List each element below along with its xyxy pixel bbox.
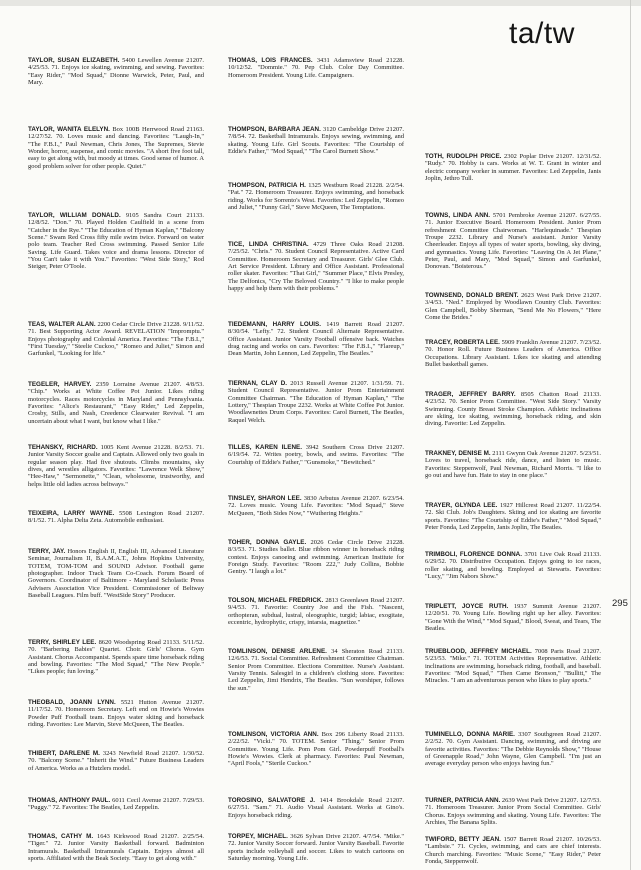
student-entry — [425, 502, 601, 531]
student-name: TAYLOR, WANITA ELELYN. — [28, 126, 110, 133]
student-entry — [228, 597, 404, 626]
student-name: TERRY, SHIRLEY LEE. — [28, 639, 97, 646]
margin-rule — [630, 0, 631, 870]
student-name: THOMPSON, PATRICIA H. — [228, 182, 306, 189]
student-entry — [28, 639, 204, 676]
student-name: THEOBALD, JOANN LYNN. — [28, 699, 116, 706]
student-details: 4729 Three Oaks Road 21208. 7/25/52. "Chris." 70. Student Council Representative. Active Card Committee. Homeroom Secretary and Treasurer. Girls' Glee Club. Art Service President. Library and Office Assistant. Professional roller skater. Favorites: "That Girl," "Summer Place," Elvis Presley, The Delfonics, "Cry The Beloved Country." "I like to make people happy and help them with their problems." — [228, 241, 405, 293]
student-entry — [425, 450, 601, 479]
student-details: 1419 Barrett Road 21207. 8/30/54. "Lefty." 72. Student Council Alternate Representative. Office Assistant. Junior Varsity Football offensive back. Watches drag racing and works on cars. Favorites: "The F.B.I.," "Flareup," Dean Martin, John Lennon, Led Zeppelin, The Beatles." — [228, 321, 405, 358]
student-details: 5909 Franklin Avenue 21207. 7/23/52. 70. Honor Roll. Future Business Leaders of America. Office Occupations. Library Assistant. Likes ice skating and attending Bullet basketball games. — [425, 339, 601, 369]
student-name: TIEDEMANN, HARRY LOUIS. — [228, 321, 321, 328]
page-number: 295 — [612, 598, 628, 609]
student-details: 3307 Southgreen Road 21207. 2/2/52. 70. Gym Assistant. Dancing, swimming, and driving are favorite activities. Favorites: "The Debbie Reynolds Show," "House of Greenapple Road," John Wayne, Glen Campbell. "I'm just an average everyday person who enjoys having fun." — [425, 731, 601, 768]
student-details: 8505 Chatton Road 21133. 4/23/52. 70. Senior Prom Committee. "West Side Story." Varsity Swimming. County Breast Stroke Champion. Athletic inclinations are skiing, ice skating, swimming, horseback riding, and skin diving. Favorite: Led Zeppelin. — [425, 391, 601, 428]
student-details: 2813 Greenlawn Road 21207. 9/4/53. 71. Favorite: Country Joe and the Fish. "Nascent, orthopteran, subdual, lustral, oleographic, turgid; labiac, exogitate, eccentric, hydrophytic, crispy, intarsia, magnetize." — [228, 597, 405, 627]
student-details: 2026 Cedar Circle Drive 21228. 8/3/53. 71. Studies ballet. Blue ribbon winner in horseback riding contest. Enjoys canoeing and swimming. American Institute for Foreign Study. Favorites: "Room 222," Judy Collins, Bobbie Gentry. "I laugh a lot." — [228, 539, 405, 576]
student-details: 3120 Cambeldge Drive 21207. 7/8/54. 72. Basketball Intramurals. Enjoys sewing, swimming, and skating. Young Life. Girl Scouts. Favorites: "The Courtship of Eddie's Father," "Mod Squad," "The Carol Burnett Show." — [228, 126, 405, 156]
student-name: TINSLEY, SHARON LEE. — [228, 495, 302, 502]
student-name: TEAS, WALTER ALAN. — [28, 321, 96, 328]
student-entry — [28, 548, 204, 599]
student-details: 3942 Southern Cross Drive 21207. 6/19/54. 72. Writes poetry, bowls, and swims. Favorites: "The Courtship of Eddie's Father," "Gunsmoke," "Bewitched." — [228, 444, 405, 466]
student-details: 2013 Russell Avenue 21207. 1/31/59. 71. Student Council Representative. Junior Prom Entertainment Committee Chairman. "The Education of Hyman Kaplan," "The Lottery," Thespian Troupe 2232. Works at White Coffee Pot Junior. Woodlawnettes Drum Corps. Favorites: Carol Burnett, The Beatles, Raquel Welch. — [228, 380, 404, 424]
student-name: TRAYER, GLYNDA LEE. — [425, 502, 498, 509]
student-details: 3701 Live Oak Road 21133. 6/29/52. 70. Distributive Occupation. Enjoys going to ice races, roller skating, and bowling. Employed at Stewarts. Favorites: "Lucy," "Jim Nabors Show." — [425, 551, 601, 581]
student-name: TOWNS, LINDA ANN. — [425, 212, 491, 219]
student-entry — [425, 339, 601, 368]
student-details: 2200 Cedar Circle Drive 21228. 9/11/52. 71. Best Supporting Actor Award. REVELATION "Impromptu." Enjoys photography and Colonial America. Favorites: "The F.B.I.," "First Tuesday," "Steelie Cuckoo," "Romeo and Juliet," Simon and Garfunkel, "Looking for life." — [28, 321, 204, 358]
student-details: 6011 Cecil Avenue 21207. 7/29/53. "Puggy." 72. Favorites: The Beatles, Led Zeppelin. — [28, 797, 205, 812]
student-entry — [425, 153, 601, 182]
student-entry — [228, 797, 404, 819]
student-entry — [28, 510, 204, 525]
student-entry — [425, 212, 601, 271]
student-details: 2639 West Park Drive 21207. 12/7/53. 71. Homeroom Treasurer. Junior Prom Social Committee. Girls' Chorus. Enjoys swimming and skating. Young Life. Favorites: The Archies, The Banana Splits. — [425, 797, 601, 827]
student-name: TRAGER, JEFFREY BARRY. — [425, 391, 516, 398]
student-name: TRAKNEY, DENISE M. — [425, 450, 491, 457]
student-name: TRIPLETT, JOYCE RUTH. — [425, 603, 509, 610]
student-entry — [28, 381, 204, 425]
student-name: TEHANSKY, RICHARD. — [28, 444, 98, 451]
student-details: Honors English II, English III, Advanced Literature Seminar, Journalism II, B.A.M.A.T., Johns Hopkins University, TOTEM, TOM-TOM and SOUND Advisor. Football game photographer. Indoor Track Team Co-Coach. Forum Board of Governors. Coordinator of Baltimore - Maryland Scholastic Press Advisers Association Vice President. Commissioner of Beltway Baseball Leagues. Film buff. "WestSide Story" Producer. — [28, 548, 204, 600]
student-details: 34 Sheraton Road 21133. 12/6/53. 71. Social Committee. Refreshment Committee Chairman. Senior Prom Committee. Elections Committee. Nurse's Assistant. Varsity Tennis. Salesgirl in a children's clothing store. Favorites: Led Zeppelin, Jimi Hendrix, The Beatles. "Sun worshiper, follows the sun." — [228, 648, 405, 692]
student-name: TOMLINSON, VICTORIA ANN. — [228, 731, 319, 738]
student-details: 8620 Woodspring Road 21133. 5/11/52. 70. "Barbering Babies" Quartet. Choir. Girls' Chorus. Gym Assistant. Chorus Accompanist. Spends spare time horseback riding and bowling. Favorites: "The Mod Squad," "The New People." "Likes people; fun loving." — [28, 639, 204, 676]
student-entry — [28, 321, 204, 358]
student-details: 3431 Adamsview Road 21228. 10/12/52. "Dommie." 70. Pep Club. Color Day Committee. Homeroom President. Young Life. Campaigners. — [228, 57, 405, 79]
student-details: 5508 Lexington Road 21207. 8/1/52. 71. Alpha Delta Zeta. Automobile enthusiast. — [28, 510, 204, 525]
student-entry — [228, 444, 404, 466]
student-entry — [425, 836, 601, 865]
student-details: 1643 Kirkwood Road 21207. 2/25/54. "Tiger." 72. Junior Varsity Basketball forward. Badminton Intramurals. Basketball Intramurals Captain. Enjoys almost all sports. Affiliated with the Beak Society. "Easy to get along with." — [28, 833, 204, 863]
student-name: THOMAS, CATHY M. — [28, 833, 94, 840]
student-entry — [228, 648, 404, 692]
student-name: TORPEY, MICHAEL. — [228, 833, 288, 840]
student-details: 1507 Barrett Road 21207. 10/26/53. "Lambsie." 71. Cycles, swimming, and cars are chief interests. Church marching. Favorites: "Music Scene," "Easy Rider," Peter Fonda, Steppenwolf. — [425, 836, 602, 866]
student-name: TOROSINO, SALVATORE J. — [228, 797, 316, 804]
student-details: 5400 Lewellen Avenue 21207. 4/25/53. 71. Enjoys ice skating, swimming, and sewing. Favorites: "Easy Rider," "Mod Squad," Dionne Warwick, Peter, Paul, and Mary. — [28, 57, 204, 87]
student-details: 5521 Hutton Avenue 21207. 11/17/52. 70. Homeroom Secretary. Left end on Howie's Wowies Powder Puff Football team. Enjoys water skiing and horseback riding. Favorites: Lee Marvin, Steve McQueen, The Beatles. — [28, 699, 204, 729]
student-details: 1414 Brookdale Road 21207. 6/27/51. "Sam." 71. Audio Visual Assistant. Works at Gino's. Enjoys horseback riding. — [228, 797, 405, 819]
student-details: 3626 Sylvan Drive 21207. 4/7/54. "Mike." 72. Junior Varsity Soccer forward. Junior Varsity Baseball. Favorite sports include volleyball and soccer. Likes to watch cartoons on Saturday morning. Young Life. — [228, 833, 404, 863]
student-entry — [28, 57, 204, 86]
student-name: TILLES, KAREN ILENE. — [228, 444, 302, 451]
student-details: 1325 Westburn Road 21228. 2/2/54. "Pat." 72. Homeroom Treasurer. Enjoys swimming, and horseback riding. Works for Sorrento's West. Favorites: Led Zeppelin, "Romeo and Juliet," "Funny Girl," Steve McQueen, The Temptations. — [228, 182, 405, 212]
student-name: TOHER, DONNA GAYLE. — [228, 539, 307, 546]
student-entry — [228, 241, 404, 292]
student-name: TOWNSEND, DONALD BRENT. — [425, 292, 519, 299]
student-entry — [228, 539, 404, 576]
student-details: 2302 Poplar Drive 21207. 12/31/52. "Rudy." 70. Hobby is cars. Works at W. T. Grant in winter and electric company worker in summer. Favorites: Led Zeppelin, Janis Joplin, Jethro Tull. — [425, 153, 601, 183]
student-details: Box 100B Herrwood Road 21163. 12/27/52. 70. Loves music and dancing. Favorites: "Laugh-In," "The F.B.I.," Paul Newman, Chris Jones, The Supremes, Stevie Wonder, horror, suspense, and comic movies. "A short five foot tall, easy to get along with, but moody at times. Good sense of humor. A good problem solver for other people. Quiet." — [28, 126, 205, 170]
student-entry — [28, 699, 204, 728]
student-name: THIBERT, DARLENE M. — [28, 750, 100, 757]
student-entry — [425, 648, 601, 685]
student-entry — [28, 833, 204, 862]
student-details: Box 296 Liberty Road 21133. 2/22/52. "Vicki." 70. TOTEM. Senior "Thing." Senior Prom Committee. Young Life. Pom Pom Girl. Powderpuff Football's Howie's Wowies. Clerk at pharmacy. Favorites: Paul Newman, "April Fools," "Sterile Cuckoo." — [228, 731, 405, 768]
student-name: TERRY, JAY. — [28, 548, 66, 555]
student-entry — [228, 182, 404, 211]
student-name: TAYLOR, WILLIAM DONALD. — [28, 212, 121, 219]
student-entry — [425, 551, 601, 580]
student-name: TWIFORD, BETTY JEAN. — [425, 836, 501, 843]
student-entry — [228, 126, 404, 155]
student-details: 2359 Lorraine Avenue 21207. 4/8/53. "Chip." Works at White Coffee Pot Junior. Likes riding motorcycles. Races motorcycles in Maryland and Pennsylvania. Favorites: "Alice's Restaurant," "Easy Rider," Led Zeppelin, Crosby, Stills, and Nash, Creedence Clearwater Revival. "I am uncertain about what I want, but know what I like." — [28, 381, 204, 425]
top-page-edge — [0, 0, 641, 6]
student-entry — [425, 391, 601, 428]
student-details: 1005 Kent Avenue 21228. 8/2/53. 71. Junior Varsity Soccer goalie and Captain. Allowed only two goals in regular season play. Had five shutouts. Climbs mountains, sky dives, and wrestles alligators. Favorites: "Lawrence Welk Show," "Hee-Haw," "Sermonette," "Clean, wholesome, trustworthy, and helps little old ladies across beltways." — [28, 444, 204, 488]
student-name: TICE, LINDA CHRISTINA. — [228, 241, 309, 248]
student-name: THOMPSON, BARBARA JEAN. — [228, 126, 321, 133]
student-details: 2111 Gwynn Oak Avenue 21207. 5/23/51. Loves to travel, horseback ride, dance, and listen to music. Favorites: Steppenwolf, Paul Newman, Richard Morris. "I like to go out and have fun. Hate to stay in one place." — [425, 450, 601, 480]
student-entry — [228, 57, 404, 79]
student-entry — [425, 797, 601, 826]
student-details: 3830 Arbutus Avenue 21207. 6/23/54. 72. Loves music. Young Life. Favorites: "Mod Squad," Steve McQueen, "Both Sides Now," "Wuthering Heights." — [228, 495, 404, 517]
student-details: 7008 Paris Road 21207. 5/23/53. "Mike." 71. TOTEM Activities Representative. Athletic inclinations are swimming, horseback riding, football, and baseball. Favorites: "Mod Squad," "Then Came Bronson," "Bullitt," The Miracles. "I am an adventurous person who likes to play sports." — [425, 648, 601, 685]
student-details: 9105 Sandra Court 21133. 12/8/52. "Don." 70. Played Holden Caulfield in a scene from "Catcher in the Rye." "The Education of Hyman Kaplan," "Balcony Scene." Swam Red Cross fifty mile swim twice. Forward on water polo team. Teacher Red Cross swimming. Passed Senior Life Saving. Life Guard. Takes voice and drama lessons. Director of "You Can't take it with You." Favorites: "West Side Story," Rod Steiger, Peter O'Toole. — [28, 212, 205, 271]
student-name: TIERNAN, CLAY D. — [228, 380, 288, 387]
student-name: TEIXEIRA, LARRY WAYNE. — [28, 510, 115, 517]
student-name: TUMINELLO, DONNA MARIE. — [425, 731, 515, 738]
student-entry — [228, 495, 404, 517]
student-name: TAYLOR, SUSAN ELIZABETH. — [28, 57, 120, 64]
student-name: THOMAS, ANTHONY PAUL. — [28, 797, 111, 804]
student-entry — [28, 797, 204, 812]
student-name: THOMAS, LOIS FRANCES. — [228, 57, 313, 64]
student-details: 3243 Newfield Road 21207. 1/30/52. 70. "Balcony Scene." "Inherit the Wind." Future Business Leaders of America. Works as a Hutzlers model. — [28, 750, 204, 772]
student-name: TURNER, PATRICIA ANN. — [425, 797, 501, 804]
alphabet-range-header: ta/tw — [509, 17, 575, 50]
student-entry — [228, 380, 404, 424]
student-details: 1927 Hillcrest Road 21207. 11/22/54. 72. Ski Club. Job's Daughters. Skiing and ice skating are favorite sports. Favorites: "The Courtship of Eddie's Father," "Mod Squad," Peter Fonda, Led Zeppelin, Janis Joplin, The Beatles. — [425, 502, 602, 532]
student-details: 2623 West Park Drive 21207. 3/4/53. "Ned." Employed by Woodlawn Country Club. Favorites: Glen Campbell, Bobby Sherman, "Send Me No Flowers," "Here Come the Brides." — [425, 292, 601, 322]
student-details: 5701 Pembroke Avenue 21207. 6/27/55. 71. Junior Executive Board. Homeroom President. Junior Prom refreshment Committee Chairwoman. "Harlequinade." Thespian Troupe 2232. Library and Nurse's assistant. Junior Varsity Cheerleader. Enjoys all types of water sports, bowling, sky diving, and gymnastics. Young Life. Favorites: "Leaving On A Jet Plane," Peter, Paul, and Mary, "Mod Squad," Simon and Garfunkel, Donovan. "Boisterous." — [425, 212, 602, 271]
student-name: TOMLINSON, DENISE ARLENE. — [228, 648, 327, 655]
student-name: TRACEY, ROBERTA LEE. — [425, 339, 500, 346]
student-entry — [228, 833, 404, 862]
student-entry — [425, 292, 601, 321]
student-entry — [28, 750, 204, 772]
student-entry — [228, 731, 404, 768]
student-name: TOLSON, MICHAEL FREDRICK. — [228, 597, 324, 604]
student-entry — [425, 731, 601, 768]
student-name: TRIMBOLI, FLORENCE DONNA. — [425, 551, 522, 558]
student-name: TRUEBLOOD, JEFFREY MICHAEL. — [425, 648, 532, 655]
student-entry — [425, 603, 601, 632]
student-name: TEGELER, HARVEY. — [28, 381, 92, 388]
student-entry — [28, 126, 204, 170]
student-entry — [28, 444, 204, 488]
student-details: 1937 Summit Avenue 21207. 12/20/51. 70. Young Life. Bowling right up her alley. Favorites: "Gone With the Wind," "Mod Squad," Blood, Sweat, and Tears, The Beatles. — [425, 603, 601, 633]
student-entry — [228, 321, 404, 358]
student-entry — [28, 212, 204, 271]
student-name: TOTH, RUDOLPH PRICE. — [425, 153, 502, 160]
